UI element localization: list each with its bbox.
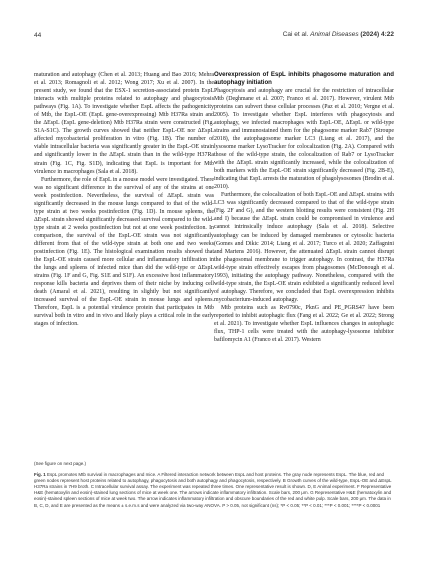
running-head xyxy=(283,31,394,38)
page-number: 44 xyxy=(34,32,42,39)
left-column xyxy=(34,71,214,329)
right-column xyxy=(214,71,394,344)
figure-label: Fig. 1 xyxy=(34,472,46,478)
figure-caption xyxy=(34,461,394,509)
section-heading: Overexpression of EspL inhibits phagosome maturation and autophagy initiation xyxy=(214,71,394,86)
body-paragraph: maturation and autophagy (Chen et al. 2013; Huang and Bao 2016; Mehra et al. 2013; Romagnoli et al. 2012; Wong 2017; Xu et al. 2007). In the present study, we found that the ESX-1 secretion-associated protein EspL interacts with multiple proteins related to autophagy and phagocytosis pathways (Fig. 1A). To investigate whether EspL affects the pathogenicity of Mtb, the EspL-OE (EspL gene-overexpressing) Mtb H37Ra strain and the ΔEspL (EspL gene-deletion) Mtb H37Ra strain were constructed (Fig. S1A-S1C). The growth curves showed that neither EspL-OE nor ΔEspL affected mycobacterial proliferation in vitro (Fig. 1B). The number of viable intracellular bacteria was significantly greater in the EspL-OE strain and significantly lower in the ΔEspL strain than in the wild-type H37Ra strain (Fig. 1C, Fig. S1D), indicating that EspL is important for Mtb virulence in macrophages (Sala et al. 2018). xyxy=(34,72,214,175)
running-head-journal: Animal Diseases xyxy=(310,31,359,38)
body-paragraph: Phagocytosis and autophagy are crucial for the restriction of intracellular Mtb (Deghmane et al. 2007; Franco et al. 2017). However, virulent Mtb proteins can subvert these cellular processes (Paz et al. 2010; Vergne et al. 2005). To investigate whether EspL interferes with phagocytosis and autophagy, we infected macrophages with EspL-OE, ΔEspL or wild-type strains and immunostained them for the phagosome marker Rab7 (Stroupe 2018), the autophagosome marker LC3 (Liang et al. 2017), and the lysosome marker LysoTracker for colocalization (Fig. 2A). Compared with those of the wild-type strain, the colocalization of Rab7 or LysoTracker with the ΔEspL strain significantly increased, while the colocalization of both markers with the EspL-OE strain significantly decreased (Fig. 2B-E), indicating that EspL arrests the maturation of phagolysosomes (Brodin et al. 2010). xyxy=(214,87,394,191)
caption-text: EspL promotes Mtb survival in macrophages and mice. A Filtered interaction network between EspL and host proteins. The gray node represents EspL. The blue, red and green nodes represent host proteins related to autophagy, phagocytosis and both autophagy and phagocytosis, respectively. B Growth curves of the wild-type, EspL-OE and ΔEspL H37Ra strains in 7H9 broth. C Intracellular survival assay. The experiment was repeated three times. One representative result is shown. D, E Animal experiment. F Representative H&E (hematoxylin and eosin)-stained lung sections of mice at week one. The arrows indicate inflammatory infiltration. Scale bars, 200 μm. G Representative H&E (hematoxylin and eosin)-stained spleen sections of mice at week two. The arrow indicates inflammatory infiltration and obscure boundaries of the red and white pulp. Scale bars, 200 μm. The data in B, C, D, and E are presented as the means ± s.e.m.s and were analyzed via two-way ANOVA. P > 0.05, not significant (ns); *P < 0.05; **P < 0.01; ***P < 0.001; ****P < 0.0001 xyxy=(34,472,392,508)
body-paragraph: Furthermore, the colocalization of both EspL-OE and ΔEspL strains with LC3 was significantly decreased compared to that of the wild-type strain (Fig. 2F and G), and the western blotting results were consistent (Fig. 2H and I) because the ΔEspL strain could be compromised in virulence and cannot intrinsically induce autophagy (Sala et al. 2018). Selective autophagy can be induced by damaged membranes or cytosolic bacteria (Gomes and Dikic 2014; Liang et al. 2017; Turco et al. 2020; Zaffagnini and Martens 2016). However, the attenuated ΔEspL strain cannot disrupt the phagosomal membrane to trigger autophagy. In contrast, the H37Ra wild-type strain effectively escapes from phagosomes (McDonough et al. 1993), initiating the autophagy pathway. Nonetheless, compared with the wild-type strain, the EspL-OE strain exhibited a significantly reduced level of autophagy. Therefore, we concluded that EspL overexpression inhibits mycobacterium-induced autophagy. xyxy=(214,192,394,303)
body-paragraph: Furthermore, the role of EspL in a mouse model were investigated. There was no significant difference in the survival of any of the strains at one week postinfection. Nevertheless, the survival of ΔEspL strain was significantly decreased in the mouse lungs compared to that of the wild-type strain at two weeks postinfection (Fig. 1D). In mouse spleens, the ΔEspL strain showed significantly decreased survival compared to the wild-type strain at 2 weeks postinfection but not at one week postinfection. In comparison, the survival of the EspL-OE strain was not significantly different from that of the wild-type strain at both one and two weeks postinfection (Fig. 1E). The histological examination results showed that the EspL-OE strain caused more cellular and inflammatory infiltration in the lungs and spleens of infected mice than did the wild-type or ΔEspL strains (Fig. 1F and G, Fig. S1E and S1F). An excessive host inflammatory response kills bacteria and deprives them of their niche by inducing cell death (Amaral et al. 2021), resulting in slightly but not significantly increased survival of the EspL-OE strain in mouse lungs and spleens. Therefore, EspL is a potential virulence protein that participates in Mtb survival both in vitro and in vivo and likely plays a critical role in the early stages of infection. xyxy=(34,176,214,328)
running-head-citation: (2024) 4:22 xyxy=(360,31,394,38)
see-next-page-note: (See figure on next page.) xyxy=(34,461,87,466)
caption-body xyxy=(34,472,394,509)
running-head-authors: Cai et al. xyxy=(282,31,309,38)
body-paragraph: Mtb proteins such as Rv0790c, PknG and PE_PGRS47 have been reported to inhibit autophagic flux (Fang et al. 2022; Ge et al. 2022; Strong et al. 2021). To investigate whether EspL influences changes in autophagic flux, THP-1 cells were treated with the autophagy-lysosome inhibitor bafilomycin A1 (Franco et al. 2017). Western xyxy=(214,304,394,344)
